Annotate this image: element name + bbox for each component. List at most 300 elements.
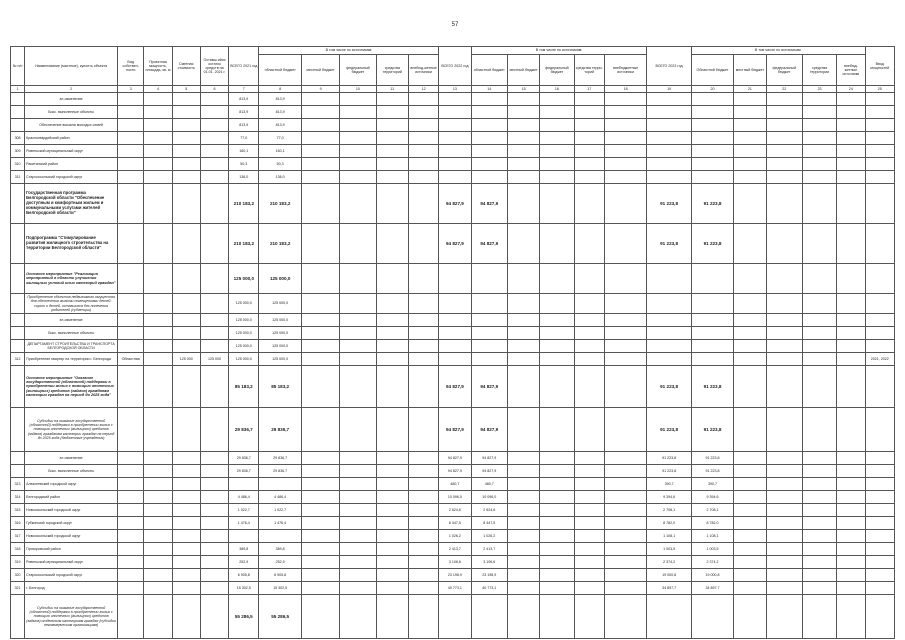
row-cell-cost [172,366,200,408]
row-cell-t [118,294,144,314]
row-name: Ракитянский район [25,158,118,171]
row-cell-rem [200,327,228,340]
row-cell-empty [340,106,376,119]
row-cell-empty [507,294,539,314]
row-cell-n: 320 [11,569,25,582]
row-cell-empty [574,504,604,517]
row-cell-v19 [647,595,691,639]
row-cell-empty [507,145,539,158]
row-cell-cost [172,556,200,569]
row-cell-v13: 40 773,1 [439,582,471,595]
row-cell-input [865,582,894,595]
row-cell-n [11,93,25,106]
row-cell-empty [766,171,802,184]
row-cell-empty [604,465,646,478]
row-cell-cost [172,119,200,132]
row-cell-empty [837,294,865,314]
row-cell-t [118,106,144,119]
table-row [11,184,895,224]
row-cell-rem [200,184,228,224]
row-cell-v13: 94 827,9 [439,184,471,224]
row-cell-empty [408,132,438,145]
row-cell-empty [340,314,376,327]
column-number: 3 [118,86,144,93]
row-cell-empty [540,465,574,478]
row-cell-empty [340,158,376,171]
header-src-local-b: местный бюджет [507,55,539,86]
row-cell-empty [604,294,646,314]
row-cell-empty [766,569,802,582]
table-row [11,145,895,158]
table-row [11,582,895,595]
row-cell-empty [408,314,438,327]
row-cell-empty [734,184,766,224]
row-cell-v20 [691,145,733,158]
row-cell-v13 [439,171,471,184]
row-cell-v13: 2 624,6 [439,504,471,517]
row-name: Основное мероприятие "Оказание государственной (областной) поддержки в приобретении жилья с помощью ипотечных (жилищных) кредитов (займов) гражданам категории граждан на период до 2025 года" [25,366,118,408]
row-cell-empty [540,132,574,145]
row-cell-empty [408,556,438,569]
row-cell-cost [172,504,200,517]
row-cell-t [118,158,144,171]
row-cell-v13: 94 827,9 [439,408,471,452]
row-cell-n: 310 [11,158,25,171]
row-cell-v7: 55 286,5 [229,595,259,639]
row-cell-empty [766,556,802,569]
row-cell-t [118,340,144,353]
row-cell-cap [144,408,172,452]
row-cell-empty [507,452,539,465]
row-cell-v19: 19 000,8 [647,569,691,582]
row-cell-empty [301,327,339,340]
row-cell-n [11,294,25,314]
row-cell-empty [540,224,574,264]
row-cell-v14: 94 827,9 [471,465,507,478]
row-cell-v20 [691,132,733,145]
row-cell-empty [301,465,339,478]
row-cell-empty [301,408,339,452]
row-cell-v8: 55 286,5 [259,595,301,639]
row-cell-cap [144,452,172,465]
row-cell-input: 2021, 2022 [865,353,894,366]
row-cell-empty [507,543,539,556]
row-cell-empty [734,145,766,158]
row-cell-empty [574,119,604,132]
row-cell-v14 [471,264,507,294]
row-cell-empty [408,491,438,504]
row-cell-cap [144,171,172,184]
row-cell-empty [766,106,802,119]
row-cell-empty [376,504,408,517]
row-cell-empty [574,543,604,556]
row-cell-empty [766,119,802,132]
table-row [11,504,895,517]
row-cell-empty [766,264,802,294]
table-row [11,543,895,556]
row-cell-input [865,119,894,132]
row-name: Основное мероприятие "Реализация мероприятий в области улучшения жилищных условий иных категорий граждан" [25,264,118,294]
row-name: Ровеньский муниципальный округ [25,556,118,569]
row-cell-cost [172,543,200,556]
row-cell-v8: 29 836,7 [259,465,301,478]
row-cell-empty [540,517,574,530]
row-cell-empty [540,158,574,171]
row-cell-v7: 389,8 [229,543,259,556]
row-cell-rem [200,517,228,530]
row-cell-v7: 77,0 [229,132,259,145]
row-cell-empty [376,119,408,132]
row-cell-t [118,119,144,132]
row-cell-v13: 94 827,9 [439,366,471,408]
row-cell-empty [340,595,376,639]
row-cell-empty [574,145,604,158]
header-src-federal-c: федеральный бюджет [766,55,802,86]
row-cell-v8: 125 000,0 [259,327,301,340]
row-cell-empty [734,569,766,582]
row-cell-empty [766,294,802,314]
row-cell-empty [604,582,646,595]
row-cell-empty [604,119,646,132]
row-cell-input [865,327,894,340]
row-cell-empty [734,294,766,314]
row-cell-cap [144,504,172,517]
row-cell-empty [574,264,604,294]
row-cell-empty [574,93,604,106]
row-cell-cap [144,224,172,264]
row-cell-v19 [647,294,691,314]
row-cell-v14: 3 106,6 [471,556,507,569]
row-cell-t [118,224,144,264]
column-number: 1 [11,86,25,93]
row-cell-empty [408,184,438,224]
row-cell-rem [200,314,228,327]
row-cell-empty [340,465,376,478]
row-cell-cap [144,517,172,530]
row-cell-v13: 480,7 [439,478,471,491]
row-name: Приобретение объектов недвижимого имущества для обеспечения жилыми помещениями детей-сирот и детей, оставшихся без попечения родителей (субвенции) [25,294,118,314]
row-cell-v13 [439,294,471,314]
row-cell-empty [340,530,376,543]
row-cell-empty [604,158,646,171]
row-cell-cap [144,132,172,145]
row-cell-v20: 2 708,1 [691,504,733,517]
row-cell-v8: 125 000,0 [259,294,301,314]
header-total-2021: ВСЕГО 2021 год [229,47,259,86]
row-cell-empty [540,93,574,106]
row-cell-empty [376,224,408,264]
row-cell-empty [340,184,376,224]
row-cell-empty [301,491,339,504]
row-cell-empty [301,582,339,595]
row-cell-v7: 813,9 [229,119,259,132]
row-cell-empty [507,184,539,224]
row-cell-empty [802,582,836,595]
table-row [11,569,895,582]
row-cell-empty [837,106,865,119]
row-cell-empty [766,366,802,408]
row-cell-n [11,264,25,294]
row-cell-empty [540,294,574,314]
row-cell-v7: 85 183,2 [229,366,259,408]
row-cell-v14: 2 413,7 [471,543,507,556]
row-cell-empty [802,119,836,132]
row-cell-empty [604,171,646,184]
row-name: ДЕПАРТАМЕНТ СТРОИТЕЛЬСТВА И ТРАНСПОРТА БЕЛГОРОДСКОЙ ОБЛАСТИ [25,340,118,353]
row-cell-n: 321 [11,582,25,595]
row-cell-empty [540,264,574,294]
row-cell-empty [766,491,802,504]
row-cell-empty [604,491,646,504]
row-cell-empty [408,530,438,543]
row-cell-empty [301,569,339,582]
row-cell-v19: 9 394,6 [647,491,691,504]
table-row [11,530,895,543]
row-cell-v20 [691,314,733,327]
header-group-2022: В том числе по источникам: [471,47,647,55]
row-cell-empty [340,145,376,158]
row-cell-t [118,582,144,595]
row-cell-empty [301,543,339,556]
row-cell-empty [574,327,604,340]
row-cell-empty [507,93,539,106]
row-cell-v13: 8 447,5 [439,517,471,530]
row-cell-empty [408,119,438,132]
row-cell-cost [172,465,200,478]
row-cell-v7: 210 183,2 [229,184,259,224]
row-cell-empty [604,569,646,582]
table-row [11,353,895,366]
row-cell-v8: 160,1 [259,145,301,158]
row-cell-empty [837,595,865,639]
row-cell-cap [144,569,172,582]
row-cell-rem [200,543,228,556]
row-cell-empty [802,595,836,639]
row-cell-t [118,171,144,184]
row-cell-empty [574,452,604,465]
row-cell-empty [734,504,766,517]
row-cell-v13: 2 413,7 [439,543,471,556]
row-cell-empty [540,478,574,491]
row-cell-empty [376,491,408,504]
row-cell-v8: 1 476,4 [259,517,301,530]
row-name: Красногвардейский район [25,132,118,145]
row-cell-empty [837,171,865,184]
row-cell-v19 [647,327,691,340]
row-cell-empty [734,465,766,478]
row-cell-empty [540,408,574,452]
column-number: 4 [144,86,172,93]
row-cell-empty [574,132,604,145]
row-cell-empty [574,106,604,119]
row-cell-cost [172,264,200,294]
row-cell-t [118,595,144,639]
row-cell-cap [144,93,172,106]
row-cell-v20: 9 394,6 [691,491,733,504]
row-cell-cost [172,340,200,353]
row-cell-empty [340,353,376,366]
row-cell-cap [144,106,172,119]
row-cell-v7 [229,530,259,543]
row-cell-empty [604,452,646,465]
row-cell-v14 [471,158,507,171]
row-cell-empty [766,93,802,106]
row-cell-empty [340,294,376,314]
row-cell-empty [340,264,376,294]
row-cell-empty [604,353,646,366]
row-cell-empty [766,224,802,264]
header-group-2023: В том числе по источникам: [691,47,865,55]
row-cell-cap [144,491,172,504]
row-cell-empty [408,517,438,530]
row-cell-input [865,224,894,264]
row-cell-v19: 91 223,8 [647,184,691,224]
row-name: Субсидии на оказание государственной (областной) поддержки в приобретении жилья с помощью ипотечных (жилищных) кредитов (займов) отдельным категориям граждан (субсидии некоммерческим организациям) [25,595,118,639]
row-cell-input [865,171,894,184]
row-cell-empty [540,569,574,582]
row-cell-v20: 91 223,8 [691,184,733,224]
column-number: 24 [837,86,865,93]
row-cell-v13: 94 827,9 [439,452,471,465]
row-cell-empty [574,569,604,582]
row-cell-t [118,408,144,452]
row-cell-cost: 125 000 [172,353,200,366]
row-cell-empty [802,517,836,530]
row-cell-empty [507,478,539,491]
row-cell-v8: 125 000,0 [259,314,301,327]
row-cell-v14: 94 827,9 [471,184,507,224]
row-cell-empty [540,366,574,408]
row-cell-empty [802,264,836,294]
row-cell-empty [837,517,865,530]
row-cell-empty [837,478,865,491]
row-cell-empty [734,556,766,569]
row-cell-empty [837,158,865,171]
row-cell-v7: 813,9 [229,106,259,119]
row-cell-v20 [691,119,733,132]
row-cell-empty [507,340,539,353]
table-row [11,314,895,327]
row-cell-empty [604,408,646,452]
row-cell-v7: 125 000,0 [229,327,259,340]
row-cell-v19: 91 223,8 [647,465,691,478]
row-cell-empty [802,556,836,569]
row-cell-empty [574,184,604,224]
row-cell-empty [376,171,408,184]
row-cell-empty [507,327,539,340]
column-number: 13 [439,86,471,93]
row-cell-empty [802,478,836,491]
row-cell-empty [802,340,836,353]
row-cell-v7: 1 022,7 [229,504,259,517]
header-src-territory: средства территорий [376,55,408,86]
row-cell-rem [200,465,228,478]
row-cell-cost [172,93,200,106]
row-cell-input [865,595,894,639]
row-cell-v14 [471,132,507,145]
row-cell-v19: 8 782,0 [647,517,691,530]
row-cell-v20 [691,106,733,119]
row-cell-empty [507,530,539,543]
row-cell-cap [144,327,172,340]
row-cell-v13: 94 827,9 [439,465,471,478]
row-cell-v8: 813,9 [259,93,301,106]
row-cell-empty [408,452,438,465]
row-cell-empty [540,171,574,184]
row-cell-empty [734,478,766,491]
row-cell-cost [172,184,200,224]
row-cell-empty [837,327,865,340]
row-cell-v20: 91 223,8 [691,224,733,264]
row-cell-empty [507,595,539,639]
row-cell-empty [408,478,438,491]
row-cell-empty [604,543,646,556]
table-body [11,93,895,639]
row-cell-empty [507,132,539,145]
column-numbers-row [11,86,895,93]
row-cell-empty [376,569,408,582]
row-cell-n [11,452,25,465]
row-cell-rem [200,478,228,491]
row-cell-v20: 91 223,8 [691,465,733,478]
row-cell-v14 [471,314,507,327]
row-cell-rem [200,264,228,294]
row-cell-empty [574,595,604,639]
row-cell-empty [376,595,408,639]
row-cell-empty [734,93,766,106]
row-cell-input [865,465,894,478]
row-cell-v8: 29 836,7 [259,408,301,452]
row-cell-n: 316 [11,517,25,530]
row-name: Подпрограмма "Стимулирование развития жилищного строительства на территории Белгородской области" [25,224,118,264]
row-cell-rem [200,145,228,158]
row-cell-v8: 210 183,2 [259,224,301,264]
row-cell-empty [734,171,766,184]
row-cell-empty [540,530,574,543]
row-cell-empty [376,264,408,294]
row-cell-rem [200,569,228,582]
row-cell-v8: 4 486,4 [259,491,301,504]
row-cell-empty [301,171,339,184]
row-cell-empty [301,556,339,569]
row-cell-empty [837,543,865,556]
row-cell-v14 [471,595,507,639]
column-number: 18 [604,86,646,93]
table-row [11,106,895,119]
row-cell-empty [604,504,646,517]
row-cell-cost [172,478,200,491]
row-cell-empty [408,595,438,639]
row-cell-empty [802,132,836,145]
row-cell-empty [802,314,836,327]
row-cell-cap [144,556,172,569]
row-cell-rem [200,294,228,314]
row-cell-empty [802,366,836,408]
row-cell-rem [200,504,228,517]
row-cell-empty [540,595,574,639]
table-row [11,132,895,145]
row-cell-empty [301,264,339,294]
row-cell-empty [340,366,376,408]
row-cell-v7: 125 000,0 [229,294,259,314]
row-cell-input [865,478,894,491]
row-cell-v7: 252,9 [229,556,259,569]
row-cell-empty [340,340,376,353]
row-cell-v14 [471,106,507,119]
row-cell-empty [376,530,408,543]
row-name: Субсидии на оказание государственной (областной) поддержки в приобретении жилья с помощью ипотечных (жилищных) кредитов (займов) гражданам категории граждан на период до 2025 года (бюджетные учреждения) [25,408,118,452]
row-cell-v20: 91 223,8 [691,452,733,465]
